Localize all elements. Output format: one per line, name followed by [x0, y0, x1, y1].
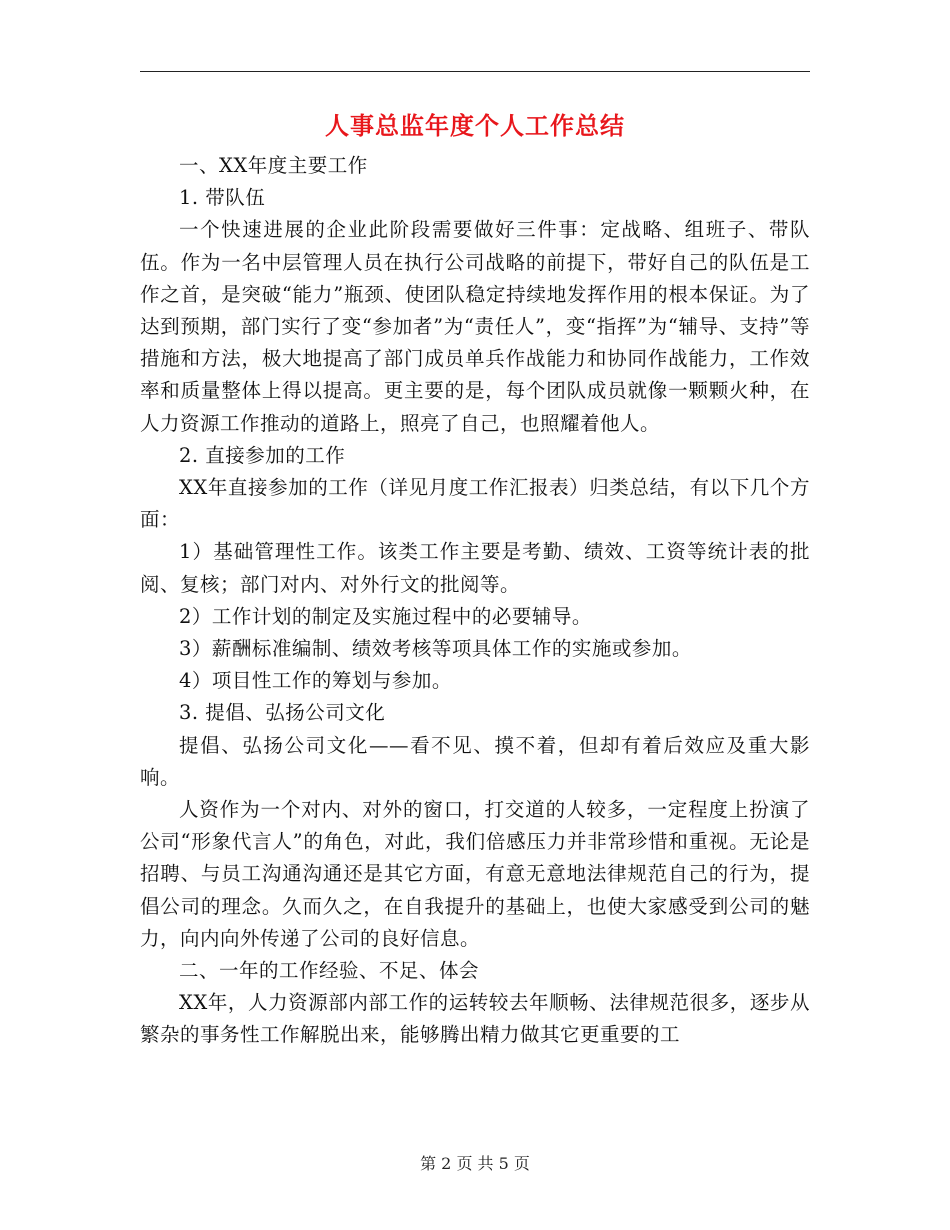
paragraph-culture: 人资作为一个对内、对外的窗口，打交道的人较多，一定程度上扮演了公司“形象代言人”的角色，对此，我们倍感压力并非常珍惜和重视。无论是招聘、与员工沟通沟通还是其它方面，有意无意地法律规范自己的行为，提倡公司的理念。久而久之，在自我提升的基础上，也使大家感受到公司的魅力，向内向外传递了公司的良好信息。: [140, 798, 810, 950]
list-item-3: 3）薪酬标准编制、绩效考核等项具体工作的实施或参加。: [179, 637, 692, 661]
paragraph-culture-intro: 提倡、弘扬公司文化——看不见、摸不着，但却有着后效应及重大影响。: [140, 733, 810, 789]
page-footer: 第 2 页 共 5 页: [420, 1154, 530, 1173]
subsection-heading-1: 1. 带队伍: [179, 186, 266, 210]
paragraph-direct-work: XX年直接参加的工作（详见月度工作汇报表）归类总结，有以下几个方面：: [140, 476, 810, 532]
list-item-1: 1）基础管理性工作。该类工作主要是考勤、绩效、工资等统计表的批阅、复核；部门对内、对外行文的批阅等。: [140, 540, 810, 596]
paragraph-team: 一个快速进展的企业此阶段需要做好三件事：定战略、组班子、带队伍。作为一名中层管理人员在执行公司战略的前提下，带好自己的队伍是工作之首，是突破“能力”瓶颈、使团队稳定持续地发挥作用的根本保证。为了达到预期，部门实行了变“参加者”为“责任人”，变“指挥”为“辅导、支持”等措施和方法，极大地提高了部门成员单兵作战能力和协同作战能力，工作效率和质量整体上得以提高。更主要的是，每个团队成员就像一颗颗火种，在人力资源工作推动的道路上，照亮了自己，也照耀着他人。: [140, 218, 810, 435]
list-item-2: 2）工作计划的制定及实施过程中的必要辅导。: [179, 604, 592, 628]
section-heading-2: 二、一年的工作经验、不足、体会: [179, 959, 480, 983]
list-item-4: 4）项目性工作的筹划与参加。: [179, 669, 452, 693]
subsection-heading-2: 2. 直接参加的工作: [179, 443, 346, 467]
subsection-heading-3: 3. 提倡、弘扬公司文化: [179, 701, 386, 725]
document-title: 人事总监年度个人工作总结: [325, 111, 625, 140]
section-heading-1: 一、XX年度主要工作: [179, 154, 368, 177]
paragraph-experience: XX年，人力资源部内部工作的运转较去年顺畅、法律规范很多，逐步从繁杂的事务性工作解脱出来，能够腾出精力做其它更重要的工: [140, 991, 810, 1047]
header-rule: [140, 71, 810, 72]
document-body: [140, 150, 810, 1052]
